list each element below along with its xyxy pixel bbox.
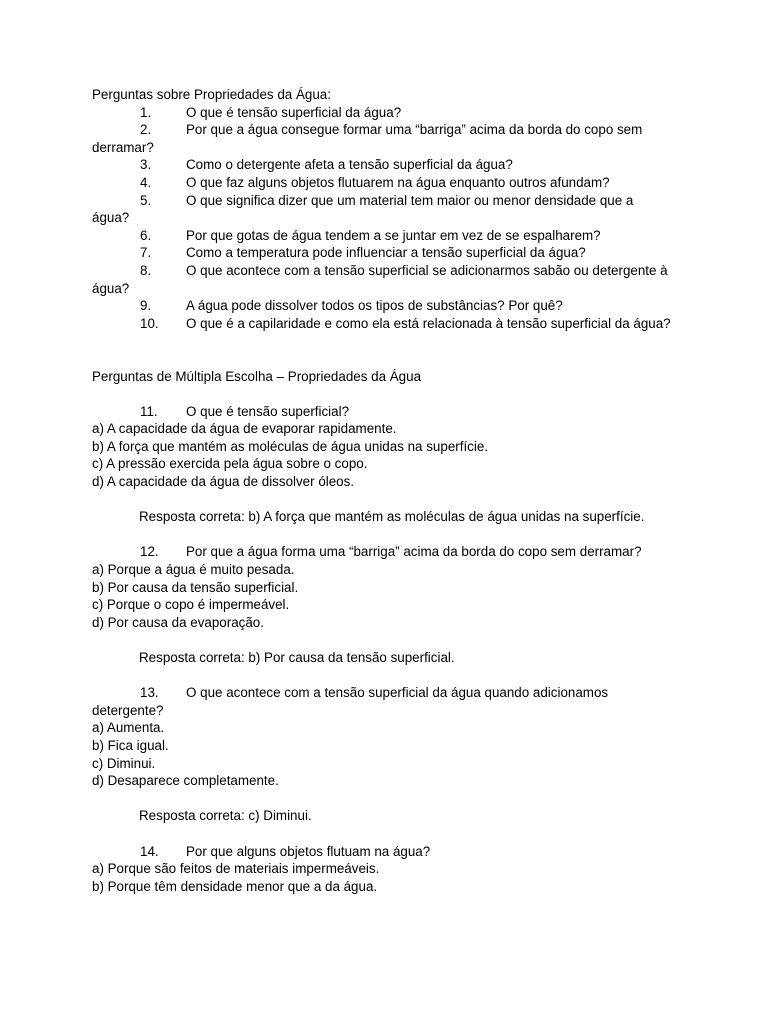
question-number: 14.	[140, 843, 159, 859]
list-item	[92, 121, 672, 156]
item-number: 8.	[140, 262, 152, 278]
spacer	[92, 385, 672, 403]
spacer	[92, 526, 672, 544]
spacer	[92, 790, 672, 808]
question-number: 12.	[140, 544, 159, 560]
item-text: O que significa dizer que um material tem maior ou menor densidade que a água?	[92, 192, 634, 226]
item-text: A água pode dissolver todos os tipos de substâncias? Por quê?	[186, 298, 563, 314]
spacer	[92, 667, 672, 685]
correct-answer: Resposta correta: b) Por causa da tensão superficial.	[139, 650, 455, 665]
item-number: 7.	[140, 245, 152, 261]
question-number: 13.	[140, 685, 159, 701]
option-a: a) Porque são feitos de materiais impermeáveis.	[92, 861, 380, 877]
mc-question	[92, 543, 672, 666]
item-text: Por que gotas de água tendem a se juntar em vez de se espalharem?	[186, 227, 601, 243]
item-number: 4.	[140, 174, 152, 190]
option-c: c) Diminui.	[92, 755, 156, 771]
question-stem	[92, 684, 672, 719]
option-b: b) Porque têm densidade menor que a da água.	[92, 878, 378, 894]
item-number: 1.	[140, 104, 152, 120]
item-text: Por que a água consegue formar uma “barriga” acima da borda do copo sem derramar?	[92, 122, 643, 155]
item-text: O que acontece com a tensão superficial se adicionarmos sabão ou detergente à água?	[92, 262, 668, 296]
list-item	[92, 315, 672, 333]
item-text: O que faz alguns objetos flutuarem na água enquanto outros afundam?	[186, 174, 610, 190]
question-text: O que é tensão superficial?	[186, 403, 350, 419]
option-a: a) A capacidade da água de evaporar rapidamente.	[92, 421, 397, 437]
item-text: Como o detergente afeta a tensão superficial da água?	[186, 157, 513, 173]
section-title: Perguntas de Múltipla Escolha – Propriedades da Água	[92, 368, 422, 384]
spacer	[92, 825, 672, 843]
item-text: O que é tensão superficial da água?	[186, 104, 402, 120]
item-text: O que é a capilaridade e como ela está relacionada à tensão superficial da água?	[186, 315, 671, 331]
list-item	[92, 297, 672, 315]
spacer	[92, 332, 672, 367]
spacer	[92, 491, 672, 509]
spacer	[92, 631, 672, 649]
item-number: 10.	[140, 315, 159, 331]
option-d: d) Desaparece completamente.	[92, 773, 279, 789]
list-item	[92, 174, 672, 192]
mc-question	[92, 843, 672, 896]
option-a: a) Porque a água é muito pesada.	[92, 562, 295, 578]
question-list	[92, 104, 672, 333]
list-item	[92, 156, 672, 174]
question-stem	[92, 403, 672, 421]
mc-question	[92, 684, 672, 825]
question-number: 11.	[140, 403, 158, 419]
item-number: 2.	[140, 122, 152, 138]
question-stem	[92, 543, 672, 561]
list-item	[92, 192, 672, 227]
section-title: Perguntas sobre Propriedades da Água:	[92, 87, 331, 102]
question-text: Por que alguns objetos flutuam na água?	[186, 843, 431, 859]
option-a: a) Aumenta.	[92, 720, 165, 736]
list-item	[92, 227, 672, 245]
mc-question	[92, 403, 672, 526]
item-number: 3.	[140, 157, 152, 173]
option-c: c) Porque o copo é impermeável.	[92, 597, 290, 613]
item-number: 6.	[140, 227, 152, 243]
item-text: Como a temperatura pode influenciar a tensão superficial da água?	[186, 245, 586, 261]
option-d: d) A capacidade da água de dissolver óleos.	[92, 474, 355, 490]
item-number: 5.	[140, 192, 152, 208]
item-number: 9.	[140, 298, 152, 314]
option-d: d) Por causa da evaporação.	[92, 614, 264, 630]
option-b: b) Por causa da tensão superficial.	[92, 579, 299, 595]
question-text: O que acontece com a tensão superficial da água quando adicionamos detergente?	[92, 685, 609, 718]
option-c: c) A pressão exercida pela água sobre o copo.	[92, 456, 368, 472]
question-text: Por que a água forma uma “barriga” acima da borda do copo sem derramar?	[186, 544, 642, 560]
list-item	[92, 244, 672, 262]
correct-answer: Resposta correta: b) A força que mantém as moléculas de água unidas na superfície.	[139, 509, 645, 525]
list-item	[92, 262, 672, 297]
question-stem	[92, 843, 672, 861]
option-b: b) Fica igual.	[92, 737, 169, 753]
option-b: b) A força que mantém as moléculas de água unidas na superfície.	[92, 438, 489, 454]
correct-answer: Resposta correta: c) Diminui.	[139, 808, 312, 824]
list-item	[92, 104, 672, 122]
